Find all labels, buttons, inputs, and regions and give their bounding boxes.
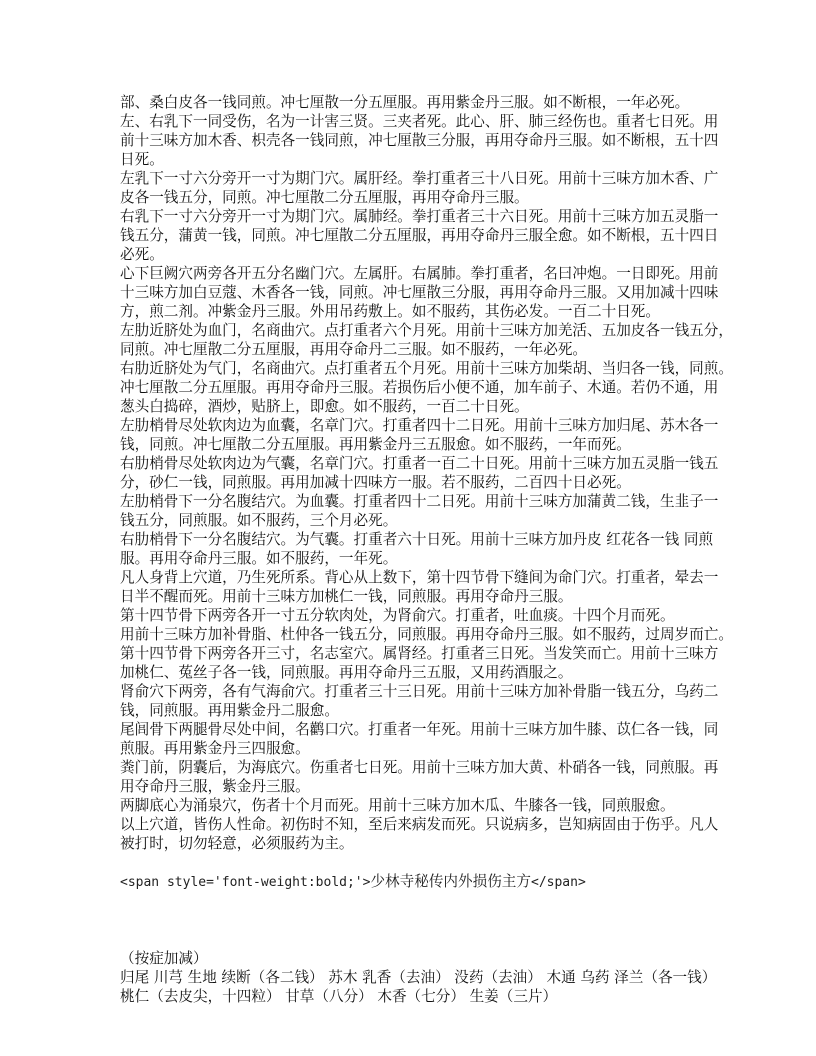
text-line: 十三味方加白豆蔻、木香各一钱，同煎。冲七厘散三分服，再用夺命丹三服。又用加减十四味 — [120, 284, 719, 301]
paragraph — [120, 454, 720, 492]
formula-note: （按症加减） — [120, 950, 208, 967]
formula-title: 少林寺秘传内外损伤主方 — [370, 873, 531, 890]
text-line: 钱五分，蒲黄一钱，同煎。冲七厘散二分五厘服，再用夺命丹三服全愈。如不断根，五十四日 — [120, 227, 719, 244]
text-line: 皮各一钱五分，同煎。冲七厘散二分五厘服，再用夺命丹三服。 — [120, 189, 529, 206]
text-line: 凡人身背上穴道，乃生死所系。背心从上数下，第十四节骨下缝间为命门穴。打重者，晕去一 — [120, 569, 719, 586]
paragraph — [120, 492, 720, 530]
span-close-tag: </span> — [531, 875, 586, 890]
document-page — [120, 93, 733, 1006]
paragraph — [120, 568, 720, 606]
text-line: 方，煎二剂。冲紫金丹三服。外用吊药敷上。如不服药，其伤必发。一百二十日死。 — [120, 303, 660, 320]
paragraph — [120, 625, 733, 644]
paragraph — [120, 606, 720, 625]
text-line: 服。再用夺命丹三服。如不服药，一年死。 — [120, 550, 398, 567]
paragraph — [120, 169, 720, 207]
text-line: 钱，同煎。冲七厘散二分五厘服。再用紫金丹三五服愈。如不服药，一年而死。 — [120, 436, 631, 453]
text-line: 左乳下一寸六分旁开一寸为期门穴。属肝经。拳打重者三十八日死。用前十三味方加木香、广 — [120, 170, 719, 187]
paragraph — [120, 758, 720, 796]
text-line: 以上穴道，皆伤人性命。初伤时不知，至后来病发而死。只说病多，岂知病固由于伤乎。凡人 — [120, 816, 719, 833]
text-line: 用前十三味方加补骨脂、杜仲各一钱五分，同煎服。再用夺命丹三服。如不服药，过周岁而亡。 — [120, 626, 733, 643]
span-open-tag: <span style='font-weight:bold;'> — [120, 875, 371, 890]
formula-block — [120, 949, 720, 1006]
text-line: 心下巨阙穴两旁各开五分名幽门穴。左属肝。右属肺。拳打重者，名曰冲炮。一日即死。用前 — [120, 265, 719, 282]
text-line: 右乳下一寸六分旁开一寸为期门穴。属肺经。拳打重者三十六日死。用前十三味方加五灵脂一 — [120, 208, 719, 225]
text-line: 两脚底心为涌泉穴，伤者十个月而死。用前十三味方加木瓜、牛膝各一钱，同煎服愈。 — [120, 797, 675, 814]
paragraph — [120, 815, 720, 853]
text-line: 部、桑白皮各一钱同煎。冲七厘散一分五厘服。再用紫金丹三服。如不断根，一年必死。 — [120, 94, 690, 111]
raw-span-markup-line — [120, 872, 720, 892]
paragraph — [120, 207, 720, 264]
text-line: 左、右乳下一同受伤，名为一计害三贤。三夹者死。此心、肝、肺三经伤也。重者七日死。用 — [120, 113, 719, 130]
paragraph — [120, 359, 733, 416]
paragraph — [120, 264, 720, 321]
text-line: 前十三味方加木香、枳壳各一钱同煎，冲七厘散三分服，再用夺命丹三服。如不断根，五十四 — [120, 132, 719, 149]
text-line: 粪门前，阴囊后，为海底穴。伤重者七日死。用前十三味方加大黄、朴硝各一钱，同煎服。再 — [120, 759, 719, 776]
text-line: 钱，同煎服。再用紫金丹二服愈。 — [120, 702, 339, 719]
text-line: 右肋梢骨尽处软肉边为气囊，名章门穴。打重者一百二十日死。用前十三味方加五灵脂一钱五 — [120, 455, 719, 472]
text-line: 肾俞穴下两旁，各有气海俞穴。打重者三十三日死。用前十三味方加补骨脂一钱五分，乌药二 — [120, 683, 719, 700]
paragraph — [120, 720, 720, 758]
paragraph — [120, 644, 720, 682]
text-line: 加桃仁、菟丝子各一钱，同煎服。再用夺命丹三五服，又用药酒服之。 — [120, 664, 573, 681]
text-line: 右肋近脐处为气门，名商曲穴。点打重者五个月死。用前十三味方加柴胡、当归各一钱，同煎。 — [120, 360, 733, 377]
paragraph — [120, 112, 720, 169]
text-line: 第十四节骨下两旁各开三寸，名志室穴。属肾经。打重者三日死。当发笑而亡。用前十三味方 — [120, 645, 719, 662]
text-line: 葱头白捣碎，酒炒，贴脐上，即愈。如不服药，一百二十日死。 — [120, 398, 529, 415]
paragraph — [120, 416, 720, 454]
paragraph — [120, 321, 733, 359]
text-line: 钱五分，同煎服。如不服药，三个月必死。 — [120, 512, 398, 529]
formula-line-2: 桃仁（去皮尖，十四粒） 甘草（八分） 木香（七分） 生姜（三片） — [120, 988, 558, 1005]
text-line: 左肋近脐处为血门，名商曲穴。点打重者六个月死。用前十三味方加羌活、五加皮各一钱五分， — [120, 322, 733, 339]
text-line: 冲七厘散二分五厘服。再用夺命丹三服。若损伤后小便不通，加车前子、木通。若仍不通，用 — [120, 379, 719, 396]
text-line: 同煎。冲七厘散二分五厘服，再用夺命丹二三服。如不服药，一年必死。 — [120, 341, 588, 358]
text-line: 左肋梢骨尽处软肉边为血囊，名章门穴。打重者四十二日死。用前十三味方加归尾、苏木各一 — [120, 417, 719, 434]
text-line: 用夺命丹三服，紫金丹三服。 — [120, 778, 310, 795]
acupoint-injury-text — [120, 93, 733, 853]
text-line: 左肋梢骨下一分名腹结穴。为血囊。打重者四十二日死。用前十三味方加蒲黄二钱，生韭子一 — [120, 493, 719, 510]
text-line: 日死。 — [120, 151, 164, 168]
text-line: 日半不醒而死。用前十三味方加桃仁一钱，同煎服。再用夺命丹三服。 — [120, 588, 573, 605]
paragraph — [120, 796, 720, 815]
text-line: 煎服。再用紫金丹三四服愈。 — [120, 740, 310, 757]
text-line: 第十四节骨下两旁各开一寸五分软肉处，为肾俞穴。打重者，吐血痰。十四个月而死。 — [120, 607, 675, 624]
paragraph — [120, 93, 720, 112]
spacer — [120, 892, 720, 949]
paragraph — [120, 682, 720, 720]
text-line: 右肋梢骨下一分名腹结穴。为气囊。打重者六十日死。用前十三味方加丹皮 红花各一钱 同煎 — [120, 531, 714, 548]
text-line: 被打时，切勿轻意，必须服药为主。 — [120, 835, 354, 852]
text-line: 必死。 — [120, 246, 164, 263]
text-line: 尾闾骨下两腿骨尽处中间，名鹳口穴。打重者一年死。用前十三味方加牛膝、苡仁各一钱，同 — [120, 721, 719, 738]
paragraph — [120, 530, 720, 568]
text-line: 分，砂仁一钱，同煎服。再用加减十四味方一服。若不服药，二百四十日必死。 — [120, 474, 631, 491]
formula-line-1: 归尾 川芎 生地 续断（各二钱） 苏木 乳香（去油） 没药（去油） 木通 乌药 泽兰（各一钱） — [120, 969, 717, 986]
